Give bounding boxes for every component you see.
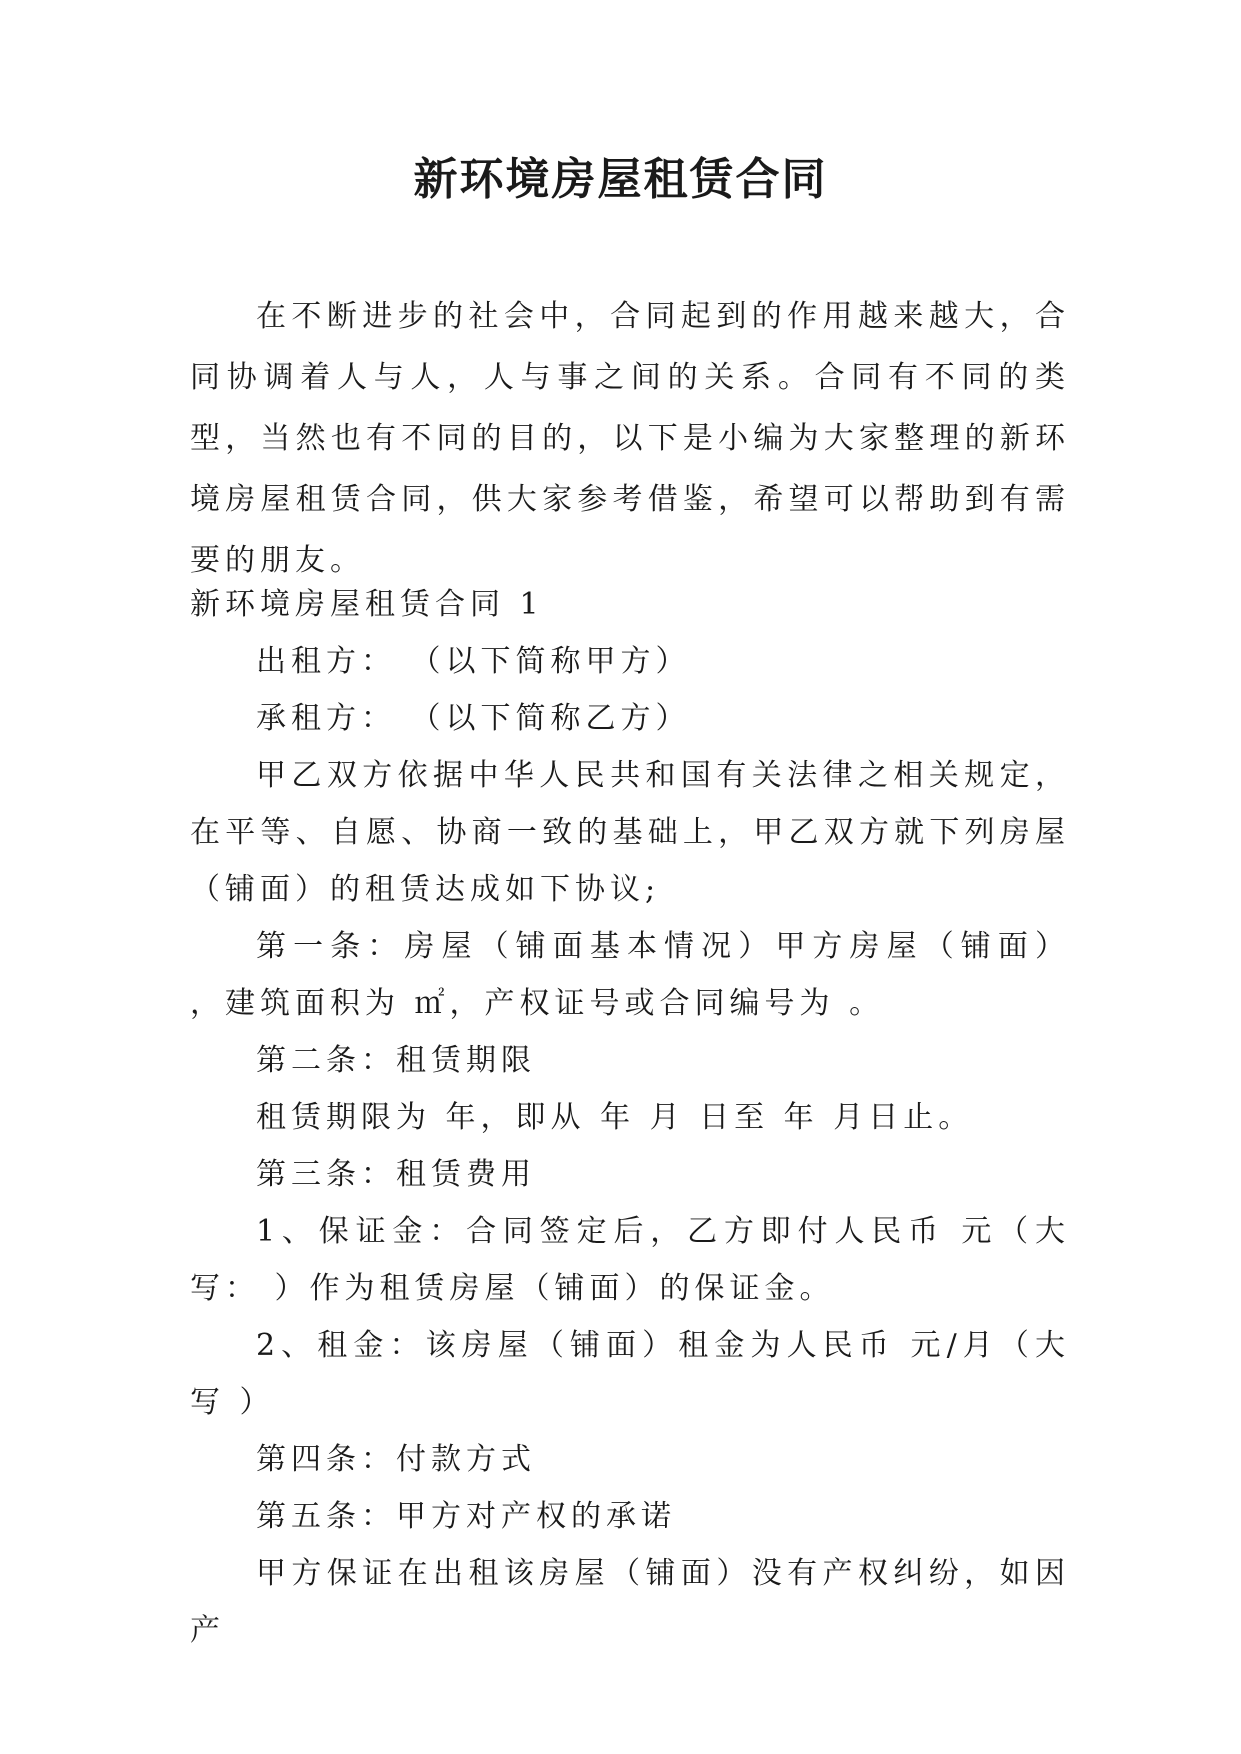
article-4-heading: 第四条：付款方式 bbox=[256, 1442, 536, 1477]
rent-paragraph: 2、租金：该房屋（铺面）租金为人民币 元/月（大写 ） bbox=[190, 1328, 1070, 1420]
article-1-paragraph: 第一条：房屋（铺面基本情况）甲方房屋（铺面） ，建筑面积为 ㎡，产权证号或合同编号为 。 bbox=[190, 929, 1070, 1021]
article-2-heading: 第二条：租赁期限 bbox=[256, 1043, 536, 1078]
ownership-paragraph: 甲方保证在出租该房屋（铺面）没有产权纠纷，如因产 bbox=[190, 1556, 1070, 1648]
article-3-heading: 第三条：租赁费用 bbox=[256, 1157, 536, 1192]
document-title: 新环境房屋租赁合同 bbox=[413, 154, 828, 205]
lessee-line: 承租方： （以下简称乙方） bbox=[256, 701, 691, 736]
contract-body bbox=[190, 576, 1070, 1659]
article-5-heading: 第五条：甲方对产权的承诺 bbox=[256, 1499, 676, 1534]
lease-term-paragraph: 租赁期限为 年，即从 年 月 日至 年 月日止。 bbox=[256, 1100, 974, 1135]
lessor-line: 出租方： （以下简称甲方） bbox=[256, 644, 691, 679]
intro-paragraph: 在不断进步的社会中，合同起到的作用越来越大，合同协调着人与人，人与事之间的关系。合同有不同的类型，当然也有不同的目的，以下是小编为大家整理的新环境房屋租赁合同，供大家参考借鉴，希望可以帮助到有需要的朋友。 bbox=[190, 299, 1070, 578]
deposit-paragraph: 1、保证金：合同签定后，乙方即付人民币 元（大写： ）作为租赁房屋（铺面）的保证金。 bbox=[190, 1214, 1070, 1306]
preamble-paragraph: 甲乙双方依据中华人民共和国有关法律之相关规定，在平等、自愿、协商一致的基础上，甲乙双方就下列房屋（铺面）的租赁达成如下协议; bbox=[190, 758, 1070, 907]
section-heading: 新环境房屋租赁合同 1 bbox=[190, 587, 544, 622]
